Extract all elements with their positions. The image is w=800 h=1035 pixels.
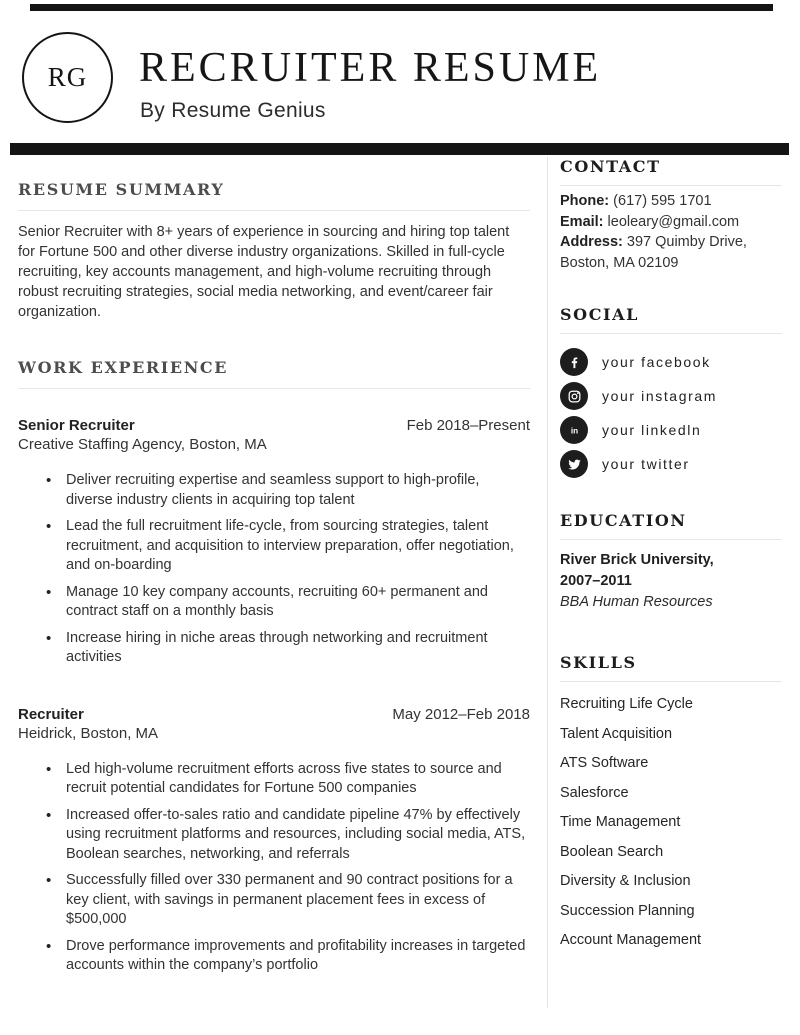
job-dates: May 2012–Feb 2018 — [392, 705, 530, 723]
contact-address: Address: 397 Quimby Drive, Boston, MA 02109 — [560, 234, 747, 271]
skill-item: Time Management — [560, 814, 681, 830]
column-divider — [547, 157, 548, 1008]
linkedin-icon — [560, 416, 588, 444]
contact-phone: Phone: (617) 595 1701 — [560, 193, 712, 209]
job-bullet: • Increase hiring in niche areas through networking and recruitment activities — [18, 629, 530, 668]
svg-text:in: in — [570, 426, 578, 436]
page-title: RECRUITER RESUME — [139, 45, 602, 91]
header-black-bar — [10, 143, 789, 155]
job-company: Heidrick, Boston, MA — [18, 724, 159, 742]
job-bullet: • Increased offer-to-sales ratio and candidate pipeline 47% by effectively using recruitment platforms and resources, including social media, ATS, Boolean searches, networking, and referrals — [18, 806, 530, 865]
skill-item: Succession Planning — [560, 902, 695, 919]
skill-item: Talent Acquisition — [560, 725, 673, 742]
social-label: your facebook — [602, 354, 711, 370]
job-bullet: • Drove performance improvements and profitability increases in targeted accounts within the company’s portfolio — [18, 937, 530, 976]
skills-list — [560, 696, 782, 949]
logo-monogram — [22, 32, 113, 123]
job-dates: Feb 2018–Present — [406, 417, 530, 434]
education-heading: EDUCATION — [560, 511, 782, 540]
social-label: your twitter — [602, 456, 690, 472]
job-bullet: • Lead the full recruitment life-cycle, from sourcing strategies, talent recruitment, and acquisition to interview preparation, offer negotiation, and on-boarding — [18, 517, 530, 576]
contact-list — [560, 191, 782, 273]
page-subtitle: By Resume Genius — [140, 99, 326, 122]
social-link-instagram[interactable] — [560, 382, 782, 410]
social-label: your linkedln — [602, 422, 702, 438]
job-header — [18, 417, 530, 434]
social-link-facebook[interactable] — [560, 348, 782, 376]
skill-item: Boolean Search — [560, 843, 664, 860]
social-label: your instagram — [602, 388, 717, 404]
job-header — [18, 706, 530, 723]
job-title: Recruiter — [18, 705, 84, 723]
job-bullet: • Led high-volume recruitment efforts across five states to source and recruit potential candidates for Fortune 500 companies — [18, 760, 530, 799]
sidebar-column — [560, 157, 782, 962]
contact-heading: CONTACT — [560, 157, 782, 186]
facebook-icon — [560, 348, 588, 376]
skills-heading: SKILLS — [560, 653, 782, 682]
job-title: Senior Recruiter — [18, 417, 135, 434]
contact-email: Email: leoleary@gmail.com — [560, 213, 740, 230]
job-bullet: • Deliver recruiting expertise and seamless support to high-profile, diverse industry clients in acquiring top talent — [18, 471, 530, 510]
skill-item: Diversity & Inclusion — [560, 873, 691, 889]
social-heading: SOCIAL — [560, 305, 782, 334]
skill-item: Account Management — [560, 932, 702, 948]
top-black-bar — [30, 4, 773, 11]
social-link-linkedin[interactable] — [560, 416, 782, 444]
skill-item: ATS Software — [560, 755, 649, 771]
education-degree: BBA Human Resources — [560, 594, 713, 610]
twitter-icon — [560, 450, 588, 478]
skill-item: Salesforce — [560, 784, 629, 801]
job-bullet: • Manage 10 key company accounts, recruiting 60+ permanent and contract staff on a monthly basis — [18, 583, 530, 622]
job-company: Creative Staffing Agency, Boston, MA — [18, 436, 267, 453]
work-experience-heading: WORK EXPERIENCE — [18, 358, 530, 389]
logo-initials: RG — [47, 62, 88, 92]
skill-item: Recruiting Life Cycle — [560, 696, 693, 712]
education-school: River Brick University, — [560, 552, 714, 568]
job-bullet-list — [18, 471, 530, 668]
main-column — [18, 157, 530, 983]
job-bullet: • Successfully filled over 330 permanent and 90 contract positions for a key client, with savings in permanent placement fees in excess of $500,000 — [18, 871, 530, 930]
job-bullet-list — [18, 760, 530, 976]
instagram-icon — [560, 382, 588, 410]
social-list — [560, 348, 782, 478]
social-link-twitter[interactable] — [560, 450, 782, 478]
resume-summary-heading: RESUME SUMMARY — [18, 180, 530, 211]
education-entry — [560, 550, 782, 613]
education-years: 2007–2011 — [560, 573, 632, 589]
resume-summary-text: Senior Recruiter with 8+ years of experience in sourcing and hiring top talent for Fortune 500 and other diverse industry organizations. Skilled in full-cycle recruiting, key accounts management, and high-volume recruiting through robust recruiting strategies, social media networking, and event/career fair organization. — [18, 224, 510, 320]
